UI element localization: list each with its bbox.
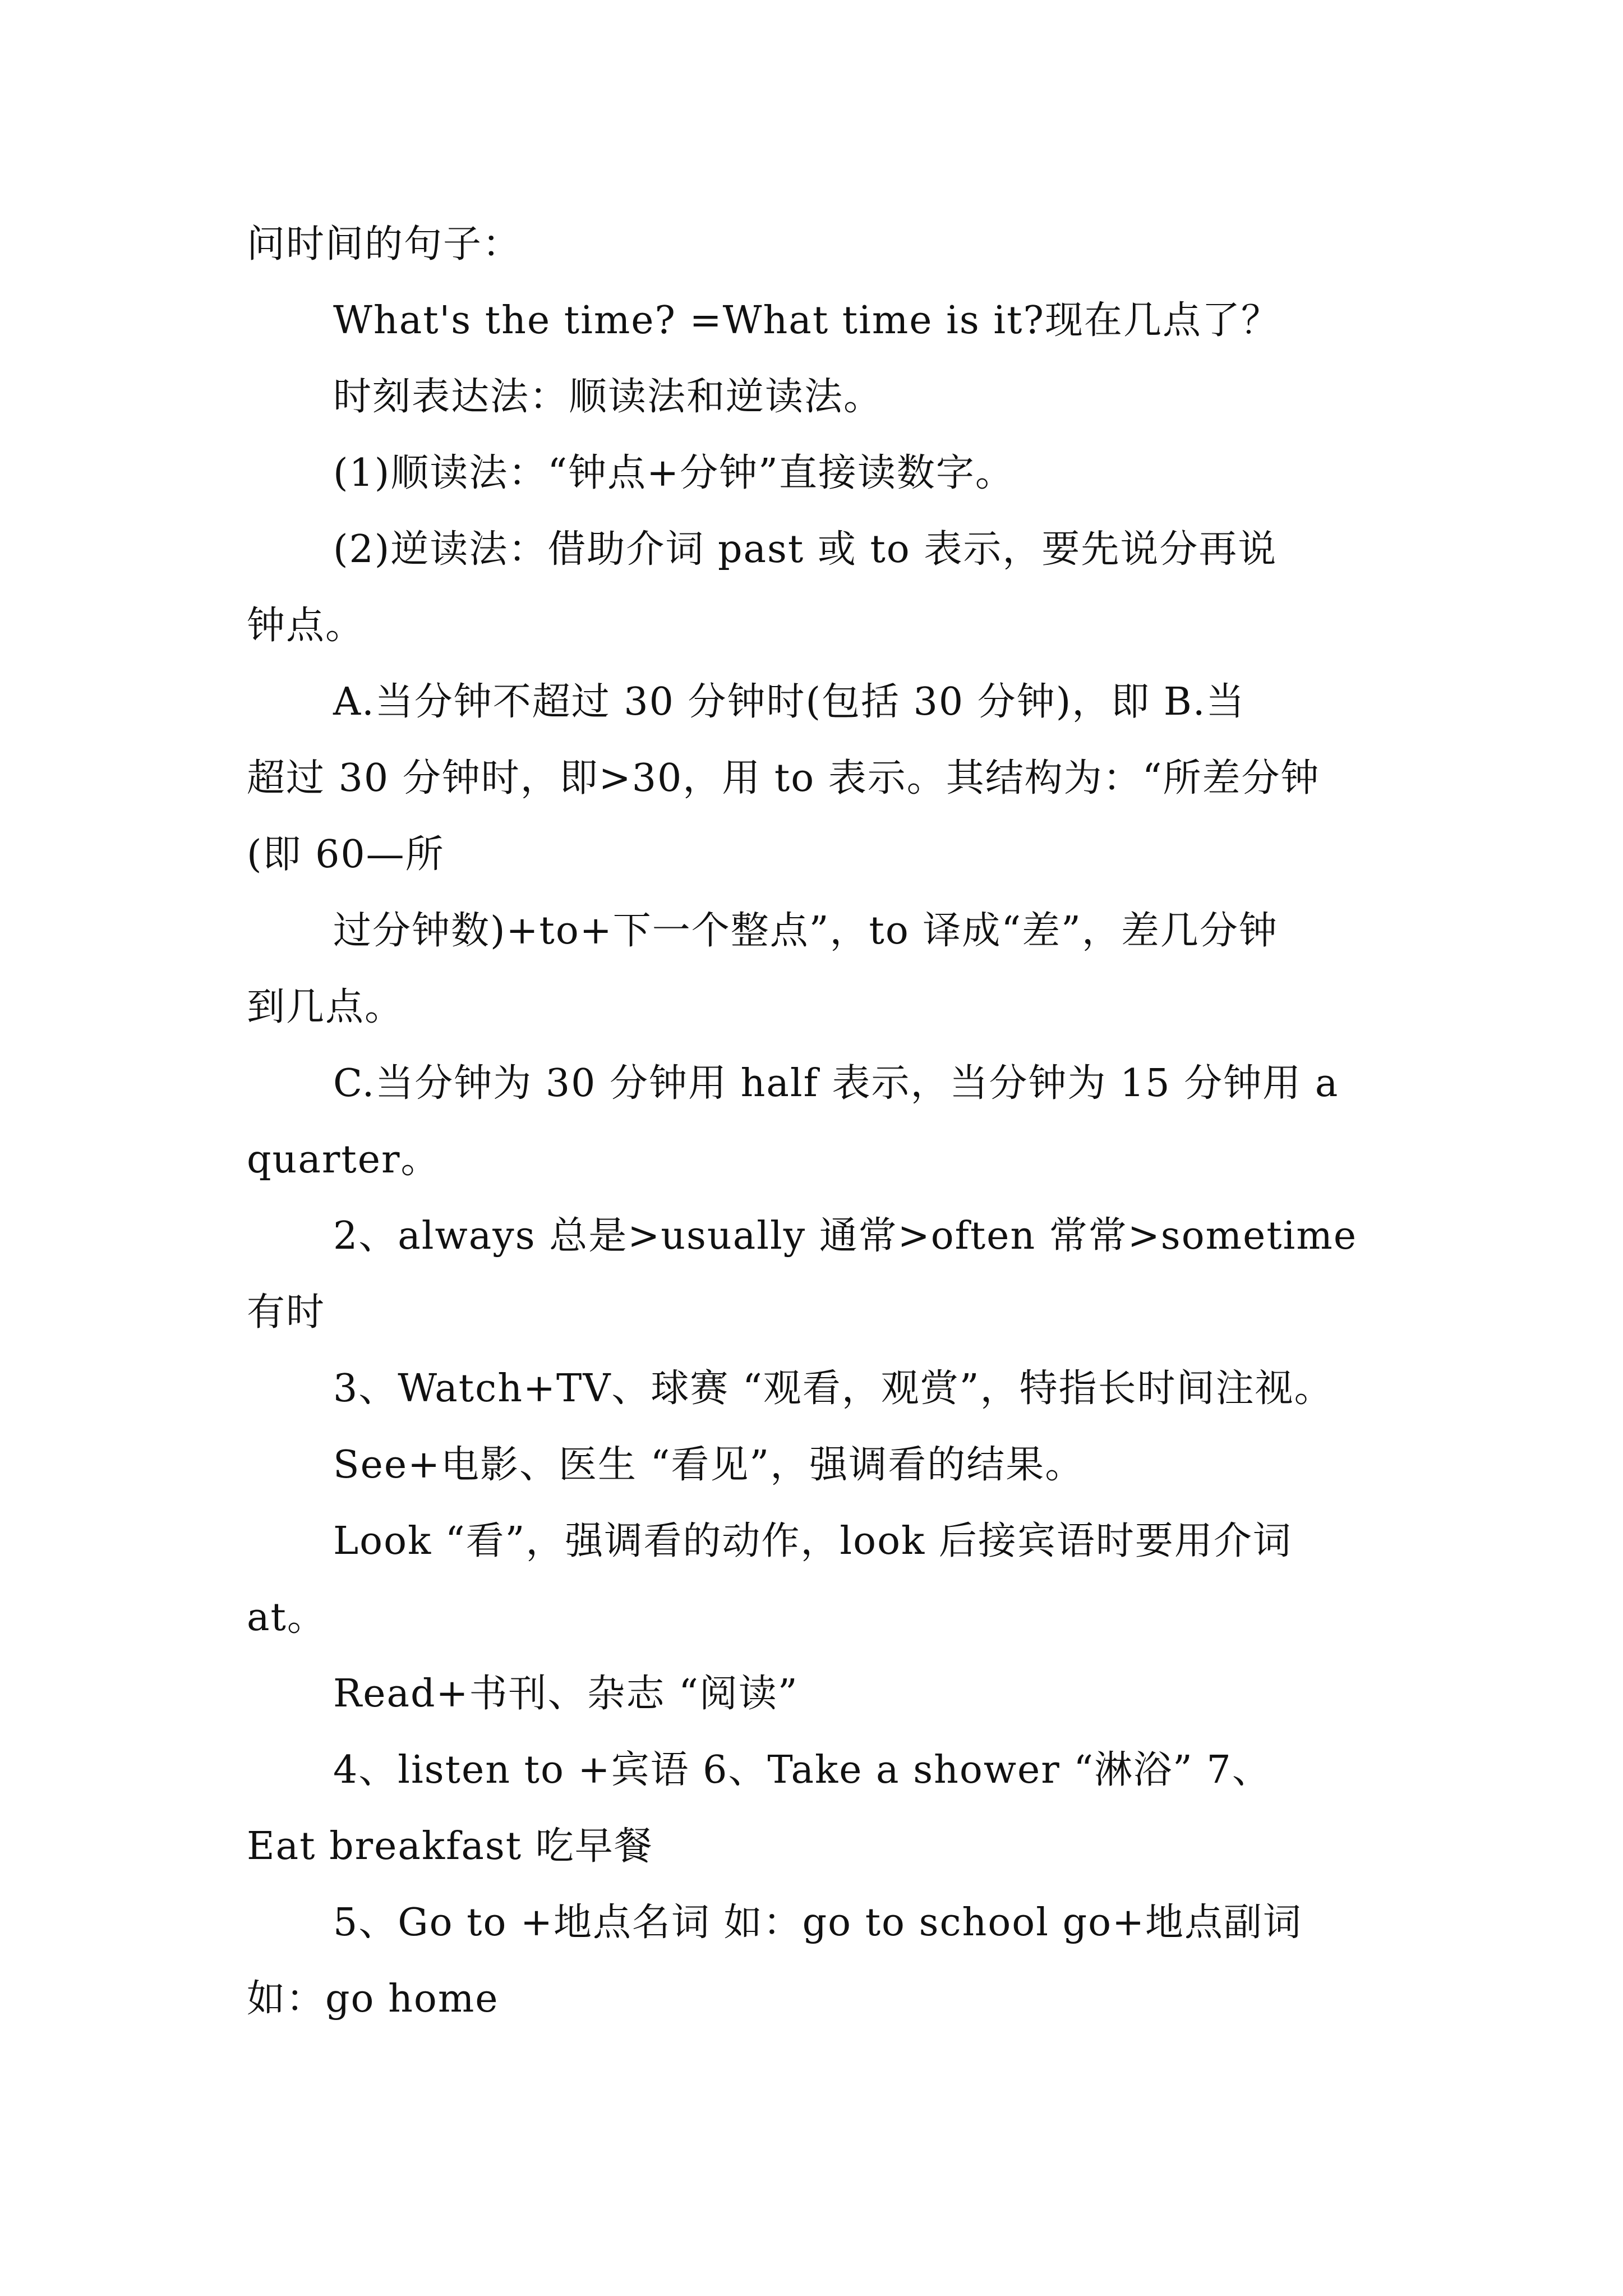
text-line: C.当分钟为 30 分钟用 half 表示，当分钟为 15 分钟用 a (333, 1061, 1339, 1106)
text-line: 超过 30 分钟时，即>30，用 to 表示。其结构为：“所差分钟 (247, 756, 1320, 800)
text-line: at。 (247, 1595, 326, 1640)
text-line: What's the time? =What time is it?现在几点了？ (333, 298, 1280, 343)
text-line: See+电影、医生 “看见”，强调看的结果。 (333, 1443, 1085, 1487)
text-line: 有时 (247, 1290, 326, 1335)
text-line: quarter。 (247, 1138, 440, 1182)
text-line: 如：go home (247, 1977, 499, 2021)
text-line: 到几点。 (247, 985, 404, 1029)
text-line: 3、Watch+TV、球赛 “观看，观赏”，特指长时间注视。 (333, 1366, 1334, 1411)
text-line: 4、listen to +宾语 6、Take a shower “淋浴” 7、 (333, 1748, 1271, 1792)
text-line: 时刻表达法：顺读法和逆读法。 (333, 375, 883, 419)
text-line: A.当分钟不超过 30 分钟时(包括 30 分钟)，即 B.当 (333, 680, 1246, 724)
text-line: 5、Go to +地点名词 如：go to school go+地点副词 (333, 1901, 1303, 1945)
text-line: 钟点。 (247, 604, 365, 648)
text-line: 2、always 总是>usually 通常>often 常常>sometime (333, 1214, 1358, 1258)
text-line: (1)顺读法：“钟点+分钟”直接读数字。 (333, 451, 1015, 495)
text-line: Read+书刊、杂志 “阅读” (333, 1672, 799, 1716)
text-line: (2)逆读法：借助介词 past 或 to 表示，要先说分再说 (333, 527, 1278, 572)
text-line: Look “看”，强调看的动作，look 后接宾语时要用介词 (333, 1519, 1292, 1563)
text-line: (即 60—所 (247, 832, 445, 877)
text-line: 过分钟数)+to+下一个整点”，to 译成“差”，差几分钟 (333, 909, 1278, 953)
text-line: Eat breakfast 吃早餐 (247, 1824, 653, 1869)
text-line: 问时间的句子： (247, 222, 522, 266)
